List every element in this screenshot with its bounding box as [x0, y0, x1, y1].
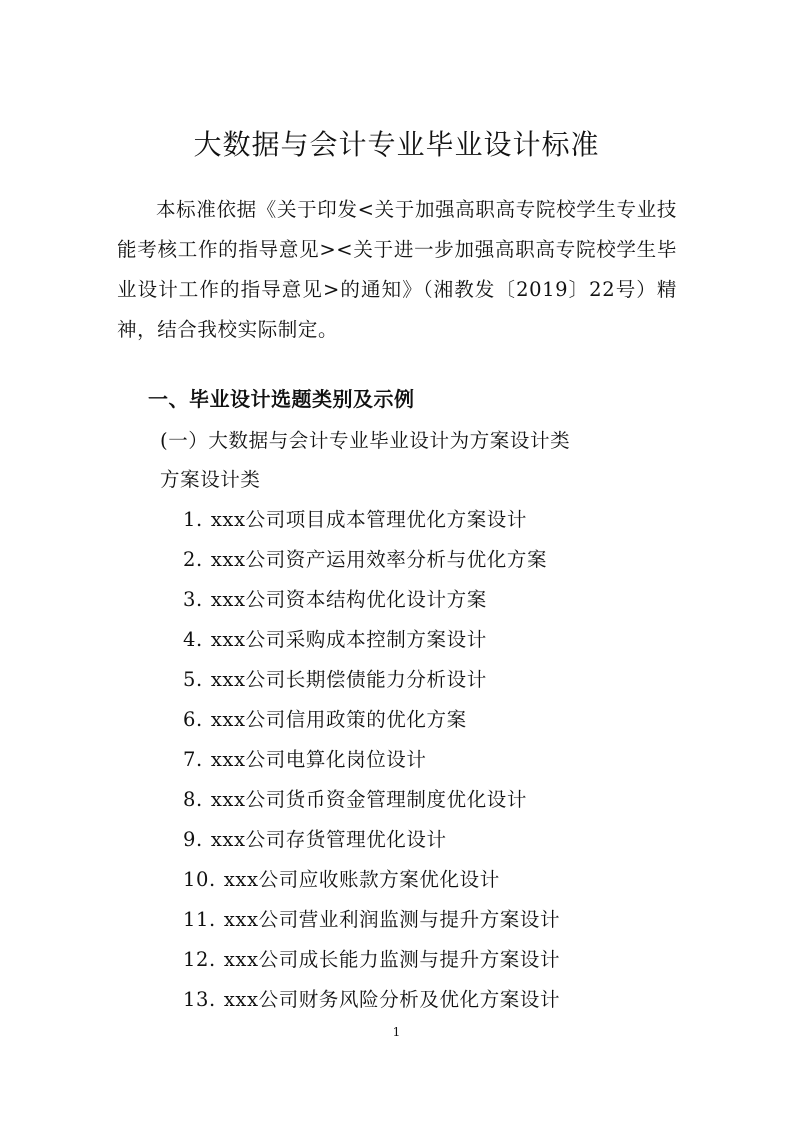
- list-item-text: xxx公司财务风险分析及优化方案设计: [223, 988, 561, 1011]
- list-item-number: 5.: [183, 668, 203, 691]
- list-item-number: 12.: [183, 948, 216, 971]
- list-item-number: 13.: [183, 988, 216, 1011]
- list-item-text: xxx公司电算化岗位设计: [210, 748, 427, 771]
- list-item: [183, 663, 560, 703]
- list-item-text: xxx公司资本结构优化设计方案: [210, 588, 487, 611]
- list-item-number: 4.: [183, 628, 203, 651]
- list-item: [183, 703, 560, 743]
- list-item-text: xxx公司信用政策的优化方案: [210, 708, 467, 731]
- list-item-text: xxx公司项目成本管理优化方案设计: [210, 508, 528, 531]
- list-item: [183, 823, 560, 863]
- document-title: 大数据与会计专业毕业设计标准: [193, 128, 600, 161]
- list-item-text: xxx公司营业利润监测与提升方案设计: [223, 908, 561, 931]
- list-item: [183, 943, 560, 983]
- list-item: [183, 903, 560, 943]
- list-item-text: xxx公司资产运用效率分析与优化方案: [210, 548, 548, 571]
- list-item-text: xxx公司采购成本控制方案设计: [210, 628, 487, 651]
- list-item-number: 3.: [183, 588, 203, 611]
- list-item-number: 7.: [183, 748, 203, 771]
- list-item-number: 8.: [183, 788, 203, 811]
- list-item: [183, 543, 560, 583]
- list-item-number: 1.: [183, 508, 203, 531]
- list-item: [183, 863, 560, 903]
- intro-paragraph: 本标准依据《关于印发<关于加强高职高专院校学生专业技能考核工作的指导意见><关于进一步加强高职高专院校学生毕业设计工作的指导意见>的通知》（湘教发〔2019〕22号）精神，结合我校实际制定。: [117, 198, 677, 341]
- list-item-number: 2.: [183, 548, 203, 571]
- list-item-text: xxx公司应收账款方案优化设计: [223, 868, 500, 891]
- list-item: [183, 623, 560, 663]
- list-item-text: xxx公司长期偿债能力分析设计: [210, 668, 487, 691]
- list-item-text: xxx公司存货管理优化设计: [210, 828, 447, 851]
- list-item-text: xxx公司货币资金管理制度优化设计: [210, 788, 528, 811]
- list-item: [183, 503, 560, 543]
- list-item-number: 6.: [183, 708, 203, 731]
- section-heading: 一、毕业设计选题类别及示例: [148, 387, 415, 411]
- category-label: 方案设计类: [160, 468, 261, 491]
- list-item: [183, 983, 560, 1023]
- topic-list: [183, 503, 560, 1023]
- list-item-text: xxx公司成长能力监测与提升方案设计: [223, 948, 561, 971]
- list-item-number: 11.: [183, 908, 216, 931]
- page-number: 1: [392, 1025, 401, 1039]
- list-item: [183, 783, 560, 823]
- list-item: [183, 743, 560, 783]
- subsection-heading: (一）大数据与会计专业毕业设计为方案设计类: [160, 429, 571, 452]
- list-item-number: 9.: [183, 828, 203, 851]
- list-item-number: 10.: [183, 868, 216, 891]
- list-item: [183, 583, 560, 623]
